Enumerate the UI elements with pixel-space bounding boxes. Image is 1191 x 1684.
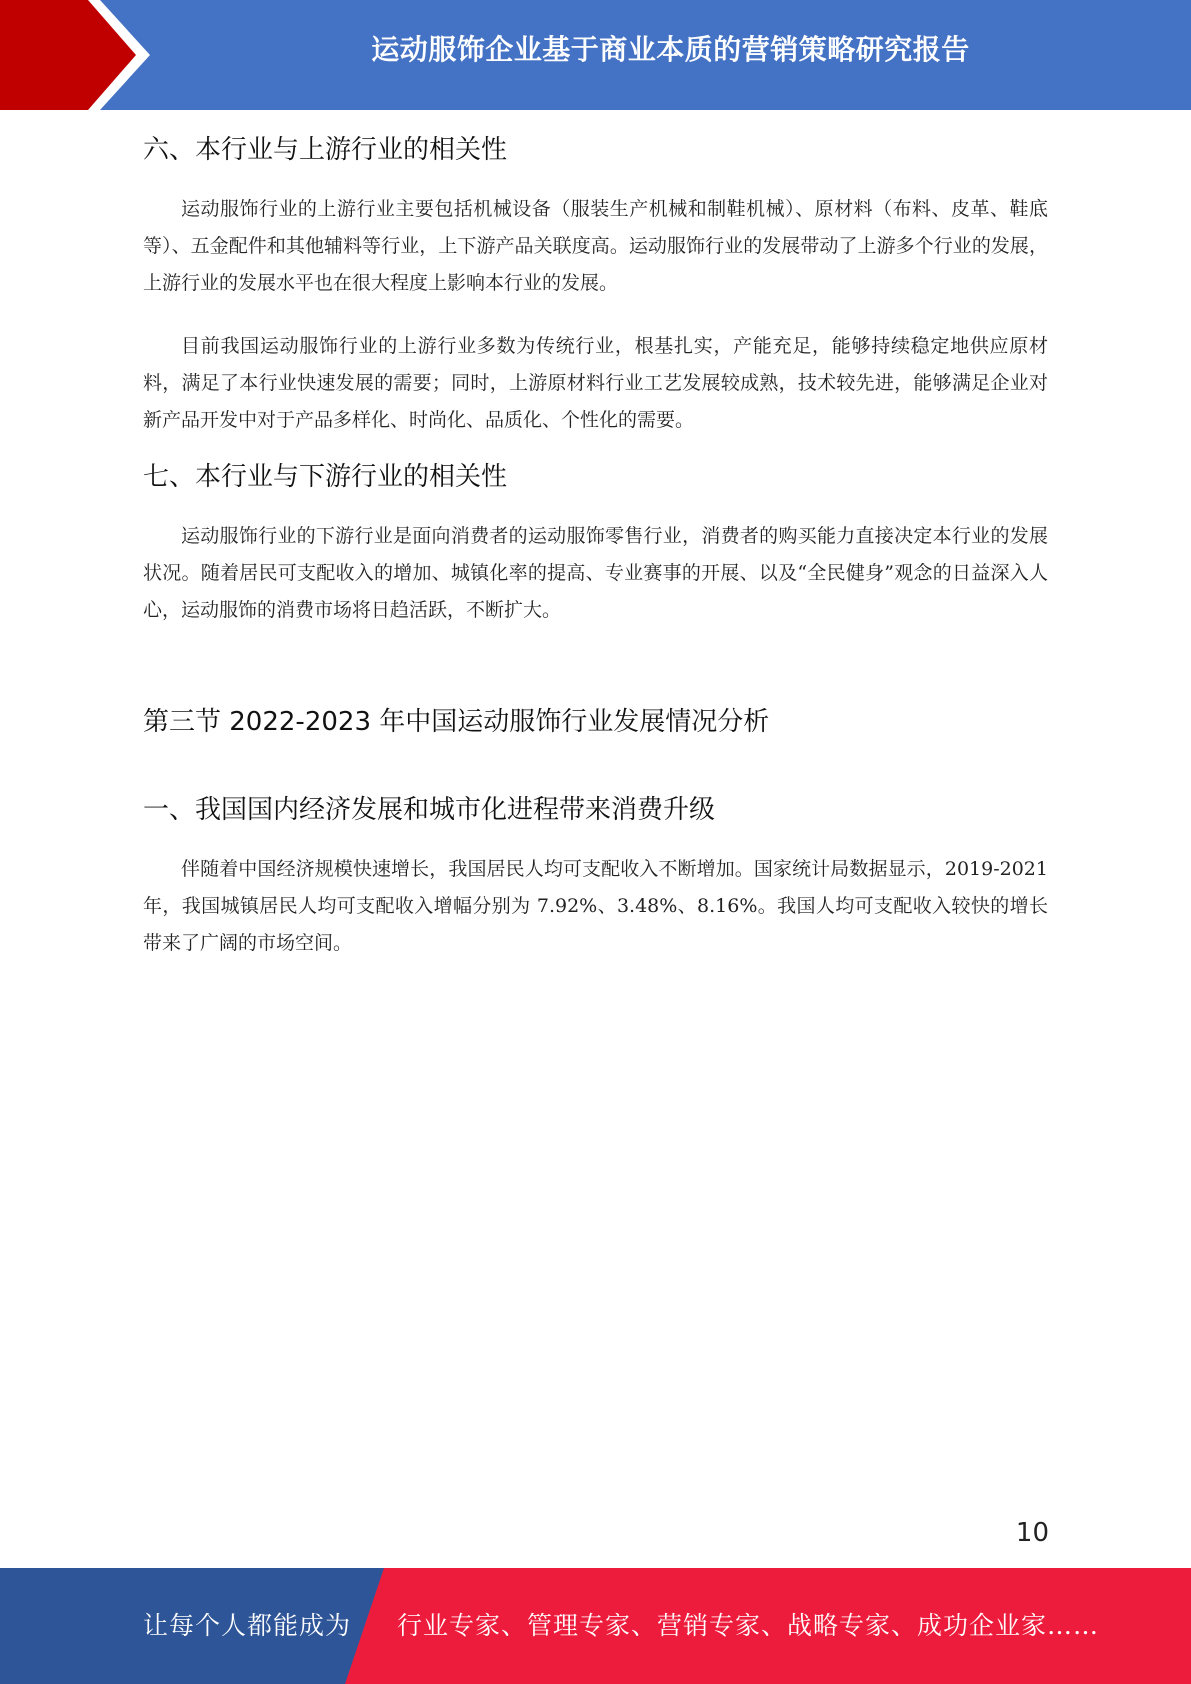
section-heading-upstream: 六、本行业与上游行业的相关性 (143, 135, 508, 165)
paragraph-upstream-2: 目前我国运动服饰行业的上游行业多数为传统行业，根基扎实，产能充足，能够持续稳定地供应原材料，满足了本行业快速发展的需要；同时，上游原材料行业工艺发展较成熟，技术较先进，能够满足企业对新产品开发中对于产品多样化、时尚化、品质化、个性化的需要。 (143, 335, 1048, 431)
paragraph-upstream-1: 运动服饰行业的上游行业主要包括机械设备（服装生产机械和制鞋机械）、原材料（布料、皮革、鞋底等）、五金配件和其他辅料等行业，上下游产品关联度高。运动服饰行业的发展带动了上游多个行业的发展，上游行业的发展水平也在很大程度上影响本行业的发展。 (143, 198, 1048, 294)
red-chevron-icon (0, 0, 160, 110)
report-title: 运动服饰企业基于商业本质的营销策略研究报告 (371, 33, 970, 66)
paragraph-downstream-1: 运动服饰行业的下游行业是面向消费者的运动服饰零售行业，消费者的购买能力直接决定本行业的发展状况。随着居民可支配收入的增加、城镇化率的提高、专业赛事的开展、以及“全民健身”观念的日益深入人心，运动服饰的消费市场将日趋活跃，不断扩大。 (143, 525, 1048, 621)
paragraph-consumption: 伴随着中国经济规模快速增长，我国居民人均可支配收入不断增加。国家统计局数据显示，2019-2021 年，我国城镇居民人均可支配收入增幅分别为 7.92%、3.48%、8.16%。我国人均可支配收入较快的增长带来了广阔的市场空间。 (143, 858, 1048, 954)
page-content (143, 130, 1048, 962)
chapter-title: 第三节 2022-2023 年中国运动服饰行业发展情况分析 (143, 707, 770, 737)
page-number: 10 (1015, 1518, 1049, 1548)
subsection-heading: 一、我国国内经济发展和城市化进程带来消费升级 (143, 795, 716, 825)
page-header (0, 0, 1191, 110)
section-heading-downstream: 七、本行业与下游行业的相关性 (143, 462, 508, 492)
page-footer (0, 1568, 1191, 1684)
footer-slogan-left: 让每个人都能成为 (143, 1611, 352, 1640)
footer-slogan-right: 行业专家、管理专家、营销专家、战略专家、成功企业家…… (397, 1611, 1100, 1640)
